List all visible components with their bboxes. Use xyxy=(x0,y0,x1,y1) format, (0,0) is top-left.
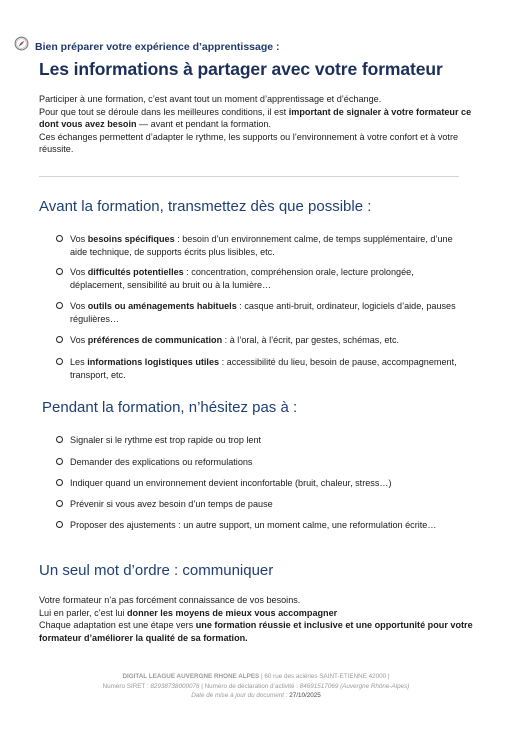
list-item: Prévenir si vous avez besoin d’un temps de pause xyxy=(70,498,462,511)
document-title: Les informations à partager avec votre formateur xyxy=(39,59,443,79)
list-item: Vos préférences de communication : à l’oral, à l’écrit, par gestes, schémas, etc. xyxy=(70,334,462,347)
bullet-icon xyxy=(56,479,63,486)
closing-paragraph xyxy=(39,594,479,644)
document-kicker: Bien préparer votre expérience d’apprentissage : xyxy=(35,41,280,53)
footer-line: DIGITAL LEAGUE AUVERGNE RHONE ALPES | 60 rue des aciéries SAINT-ETIENNE 42000 | xyxy=(122,673,390,680)
intro-line: Participer à une formation, c’est avant tout un moment d’apprentissage et d’échange. xyxy=(39,94,382,104)
list-item: Demander des explications ou reformulations xyxy=(70,456,462,469)
section-divider xyxy=(39,176,459,177)
closing-line: Lui en parler, c’est lui donner les moyens de mieux vous accompagner xyxy=(39,607,338,618)
bullet-icon xyxy=(56,268,63,275)
footer-line: Date de mise à jour du document : 27/10/2025 xyxy=(191,692,321,699)
compass-icon xyxy=(14,36,29,51)
list-item: Vos outils ou aménagements habituels : casque anti-bruit, ordinateur, logiciels d’aide, pauses régulières… xyxy=(70,300,462,325)
list-item: Les informations logistiques utiles : accessibilité du lieu, besoin de pause, accompagnement, transport, etc. xyxy=(70,356,462,381)
list-item: Signaler si le rythme est trop rapide ou trop lent xyxy=(70,434,462,447)
bullet-icon xyxy=(56,500,63,507)
section-heading-before: Avant la formation, transmettez dès que possible : xyxy=(39,198,372,215)
bullet-icon xyxy=(56,521,63,528)
bullet-icon xyxy=(56,358,63,365)
intro-paragraph xyxy=(39,93,479,156)
closing-line: Chaque adaptation est une étape vers une formation réussie et inclusive et une opportunité pour votre formateur d’améliorer la qualité de sa formation. xyxy=(39,620,473,643)
list-item: Vos difficultés potentielles : concentration, compréhension orale, lecture prolongée, déplacement, sensibilité au bruit ou à la lumière… xyxy=(70,266,462,291)
list-item: Proposer des ajustements : un autre support, un moment calme, une reformulation écrite… xyxy=(70,519,462,532)
intro-line: Ces échanges permettent d’adapter le rythme, les supports ou l’environnement à votre confort et à votre réussite. xyxy=(39,131,459,155)
list-item: Indiquer quand un environnement devient inconfortable (bruit, chaleur, stress…) xyxy=(70,477,462,490)
bullet-icon xyxy=(56,336,63,343)
section-heading-motto: Un seul mot d’ordre : communiquer xyxy=(39,562,274,579)
intro-line: Pour que tout se déroule dans les meilleures conditions, il est important de signaler à votre formateur ce dont vous avez besoin — avant et pendant la formation. xyxy=(39,106,472,130)
bullet-icon xyxy=(56,235,63,242)
bullet-icon xyxy=(56,436,63,443)
list-item: Vos besoins spécifiques : besoin d’un environnement calme, de temps supplémentaire, d’une aide technique, de supports écrits plus lisibles, etc. xyxy=(70,233,462,258)
document-footer xyxy=(0,672,512,701)
section-heading-during: Pendant la formation, n’hésitez pas à : xyxy=(42,399,298,416)
closing-line: Votre formateur n’a pas forcément connaissance de vos besoins. xyxy=(39,595,301,605)
bullet-icon xyxy=(56,458,63,465)
bullet-icon xyxy=(56,302,63,309)
footer-line: Numéro SIRET : 82938738000076 | Numéro de déclaration d’activité : 84691517069 (Auvergne Rhône-Alpes) xyxy=(102,682,410,690)
